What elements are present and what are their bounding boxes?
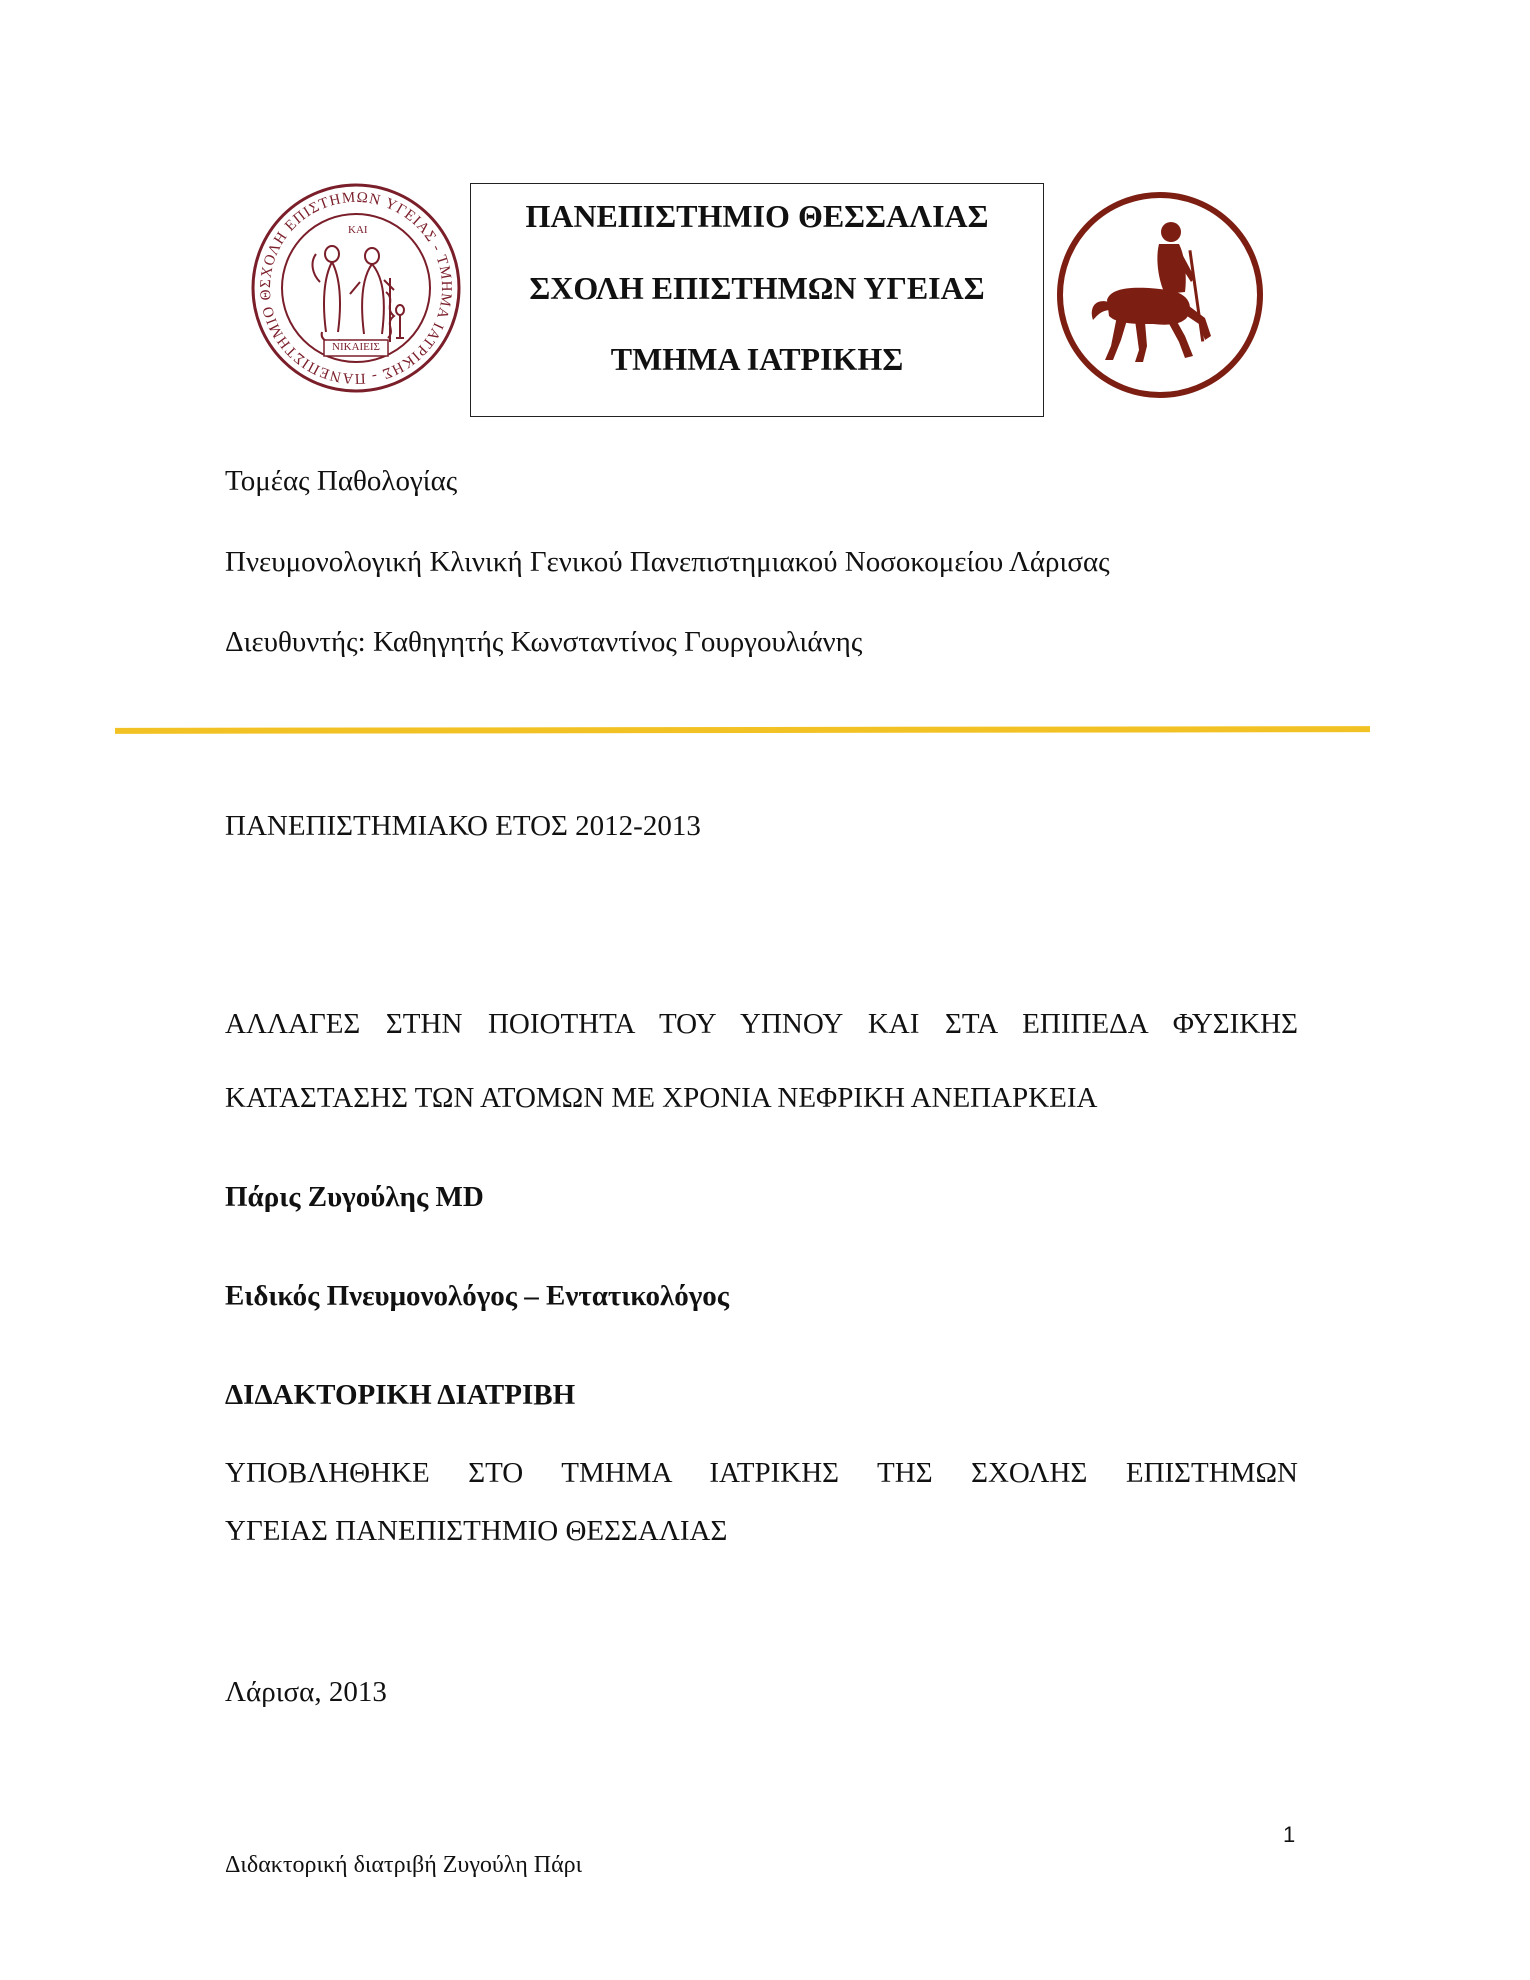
- place-date: Λάρισα, 2013: [225, 1676, 387, 1708]
- director-text: Διευθυντής: Καθηγητής Κωνσταντίνος Γουργουλιάνης: [225, 626, 863, 658]
- centaur-seal-graphic: [1055, 190, 1265, 400]
- seal-inner-bottom-text: ΝΙΚΑΙΕΙΣ: [332, 341, 380, 353]
- section-divider: [115, 726, 1370, 734]
- department-name: ΤΜΗΜΑ ΙΑΤΡΙΚΗΣ: [610, 341, 904, 377]
- thesis-type: ΔΙΔΑΚΤΟΡΙΚΗ ΔΙΑΤΡΙΒΗ: [225, 1379, 576, 1411]
- medical-school-seal-logo: [250, 182, 462, 394]
- submitted-line-2: ΥΓΕΙΑΣ ΠΑΝΕΠΙΣΤΗΜΙΟ ΘΕΣΣΑΛΙΑΣ: [225, 1515, 728, 1547]
- author-specialty: Ειδικός Πνευμονολόγος – Εντατικολόγος: [225, 1280, 730, 1312]
- page-number: 1: [1283, 1822, 1296, 1847]
- seal-ring-text: ΣΧΟΛΗ ΕΠΙΣΤΗΜΩΝ ΥΓΕΙΑΣ - ΤΜΗΜΑ ΙΑΤΡΙΚΗΣ - ΠΑΝΕΠΙΣΤΗΜΙΟ Θ: [257, 189, 455, 387]
- author-name: Πάρις Ζυγούλης MD: [225, 1181, 484, 1213]
- school-name: ΣΧΟΛΗ ΕΠΙΣΤΗΜΩΝ ΥΓΕΙΑΣ: [529, 270, 985, 306]
- university-header-box: [470, 183, 1044, 417]
- university-centaur-logo: [1055, 190, 1265, 400]
- seal-inner-top-text: ΚΑΙ: [348, 224, 368, 236]
- university-name: ΠΑΝΕΠΙΣΤΗΜΙΟ ΘΕΣΣΑΛΙΑΣ: [525, 198, 989, 234]
- page-footer: Διδακτορική διατριβή Ζυγούλη Πάρι: [225, 1852, 583, 1878]
- submitted-line-1: ΥΠΟΒΛΗΘΗΚΕ ΣΤΟ ΤΜΗΜΑ ΙΑΤΡΙΚΗΣ ΤΗΣ ΣΧΟΛΗΣ ΕΠΙΣΤΗΜΩΝ: [225, 1457, 1298, 1489]
- sector-text: Τομέας Παθολογίας: [225, 465, 458, 497]
- thesis-title-line-2: ΚΑΤΑΣΤΑΣΗΣ ΤΩΝ ΑΤΟΜΩΝ ΜΕ ΧΡΟΝΙΑ ΝΕΦΡΙΚΗ ΑΝΕΠΑΡΚΕΙΑ: [225, 1082, 1098, 1114]
- thesis-title-line-1: ΑΛΛΑΓΕΣ ΣΤΗΝ ΠΟΙΟΤΗΤΑ ΤΟΥ ΥΠΝΟΥ ΚΑΙ ΣΤΑ ΕΠΙΠΕΔΑ ΦΥΣΙΚΗΣ: [225, 1008, 1298, 1040]
- clinic-text: Πνευμονολογική Κλινική Γενικού Πανεπιστημιακού Νοσοκομείου Λάρισας: [225, 546, 1110, 578]
- medical-school-seal-graphic: [250, 182, 462, 394]
- academic-year-text: ΠΑΝΕΠΙΣΤΗΜΙΑΚΟ ΕΤΟΣ 2012-2013: [225, 810, 701, 842]
